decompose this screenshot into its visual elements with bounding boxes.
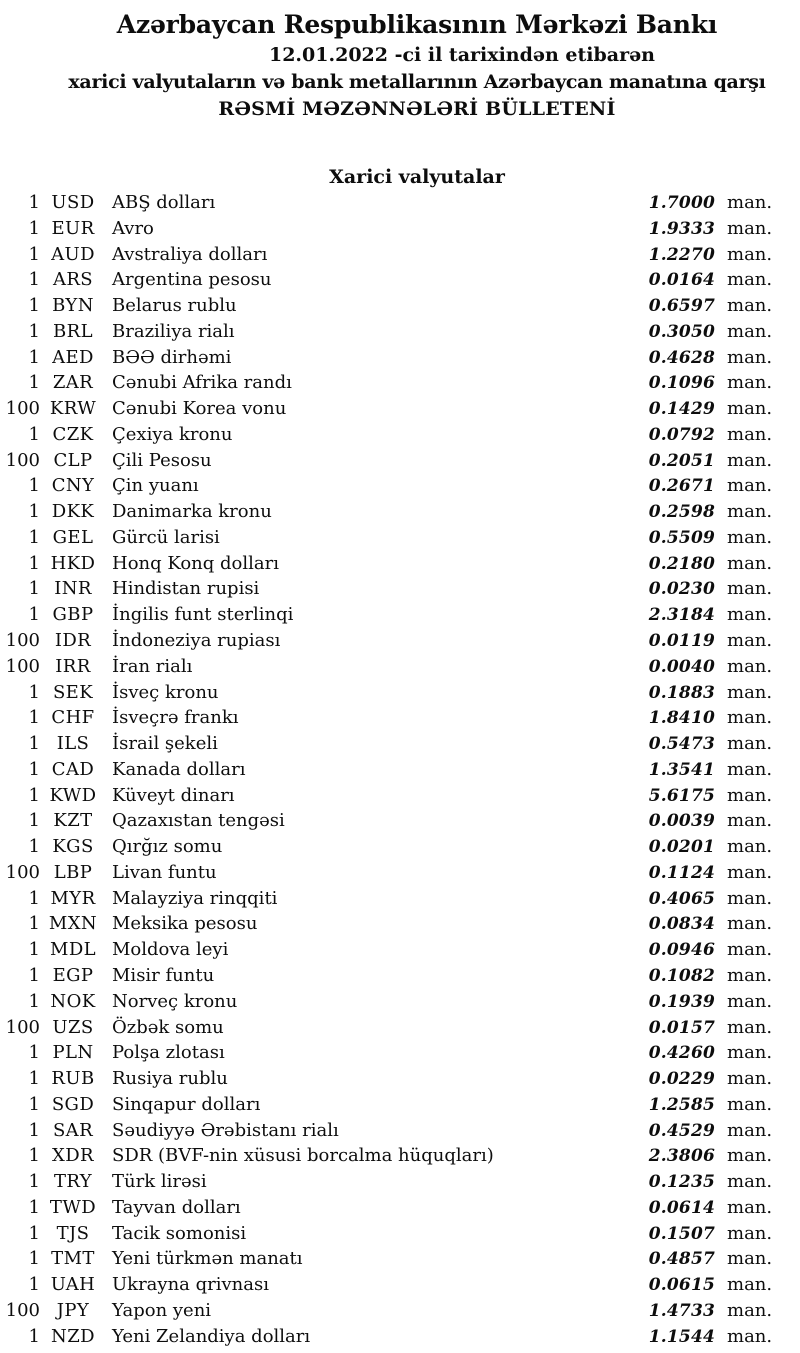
currency-rate: 0.1096 — [648, 373, 715, 394]
currency-name: Yeni türkmən manatı — [112, 1248, 303, 1270]
currency-code: CAD — [51, 758, 95, 780]
currency-quantity: 1 — [28, 217, 40, 239]
currency-rate: 2.3806 — [648, 1146, 715, 1167]
currency-name: İsrail şekeli — [112, 733, 218, 755]
currency-name: İran rialı — [112, 655, 193, 677]
currency-quantity: 100 — [5, 398, 40, 420]
currency-row — [0, 834, 800, 860]
currency-code: CNY — [51, 475, 95, 497]
currency-row — [0, 886, 800, 912]
currency-quantity: 1 — [28, 1042, 40, 1064]
currency-unit-label: man. — [727, 758, 773, 780]
currency-unit-label: man. — [727, 1093, 773, 1115]
currency-quantity: 1 — [28, 707, 40, 729]
currency-rate: 2.3184 — [648, 605, 715, 626]
currency-unit-label: man. — [727, 578, 773, 600]
currency-rate: 0.1235 — [648, 1172, 715, 1193]
currency-rate: 0.1883 — [648, 682, 715, 703]
currency-name: Türk lirəsi — [112, 1171, 207, 1193]
currency-name: Tacik somonisi — [112, 1222, 247, 1244]
currency-quantity: 1 — [28, 243, 40, 265]
currency-row — [0, 267, 800, 293]
currency-quantity: 1 — [28, 552, 40, 574]
currency-rate: 0.0792 — [648, 424, 715, 445]
currency-quantity: 1 — [28, 475, 40, 497]
currency-name: Avro — [112, 217, 154, 239]
currency-name: Cənubi Afrika randı — [112, 372, 292, 394]
currency-row — [0, 448, 800, 474]
currency-unit-label: man. — [727, 1145, 773, 1167]
currency-row — [0, 654, 800, 680]
currency-quantity: 100 — [5, 1299, 40, 1321]
currency-row — [0, 473, 800, 499]
currency-unit-label: man. — [727, 681, 773, 703]
currency-row — [0, 1015, 800, 1041]
currency-name: Çili Pesosu — [112, 449, 212, 471]
currency-rate: 0.1429 — [648, 399, 715, 420]
currency-code: AUD — [51, 243, 95, 265]
currency-unit-label: man. — [727, 1325, 773, 1347]
currency-name: İsveçrə frankı — [112, 707, 239, 729]
bulletin-header — [0, 0, 800, 122]
currency-row — [0, 937, 800, 963]
currency-unit-label: man. — [727, 836, 773, 858]
currency-rate: 1.4733 — [648, 1300, 715, 1321]
currency-rate: 0.0834 — [648, 914, 715, 935]
currency-rate: 0.0164 — [648, 270, 715, 291]
currency-unit-label: man. — [727, 346, 773, 368]
currency-row — [0, 190, 800, 216]
currency-name: Yeni Zelandiya dolları — [112, 1325, 311, 1347]
currency-rate: 0.3050 — [648, 321, 715, 342]
currency-unit-label: man. — [727, 655, 773, 677]
currency-row — [0, 293, 800, 319]
currency-name: İsveç kronu — [112, 681, 219, 703]
currency-unit-label: man. — [727, 501, 773, 523]
currency-quantity: 1 — [28, 1093, 40, 1115]
currency-code: TJS — [56, 1222, 90, 1244]
currency-code: NZD — [51, 1325, 95, 1347]
currency-quantity: 1 — [28, 1171, 40, 1193]
currency-row — [0, 499, 800, 525]
currency-unit-label: man. — [727, 1299, 773, 1321]
currency-rate: 0.1507 — [648, 1223, 715, 1244]
currency-quantity: 1 — [28, 1145, 40, 1167]
currency-code: UZS — [52, 1016, 94, 1038]
currency-row — [0, 1118, 800, 1144]
currency-code: IRR — [55, 655, 91, 677]
currency-quantity: 1 — [28, 758, 40, 780]
currency-name: Malayziya rinqqiti — [112, 887, 278, 909]
currency-code: BRL — [53, 320, 93, 342]
currency-row — [0, 705, 800, 731]
currency-unit-label: man. — [727, 475, 773, 497]
currency-name: Hindistan rupisi — [112, 578, 260, 600]
currency-name: BƏƏ dirhəmi — [112, 346, 232, 368]
currency-quantity: 1 — [28, 269, 40, 291]
currency-unit-label: man. — [727, 552, 773, 574]
currency-quantity: 1 — [28, 526, 40, 548]
currency-name: Argentina pesosu — [112, 269, 272, 291]
currency-rate: 1.7000 — [648, 193, 715, 213]
currency-quantity: 1 — [28, 578, 40, 600]
currency-name: ABŞ dolları — [112, 192, 216, 213]
currency-quantity: 100 — [5, 449, 40, 471]
currency-quantity: 1 — [28, 836, 40, 858]
currency-rate: 0.0230 — [648, 579, 715, 600]
currency-row — [0, 370, 800, 396]
currency-rate: 0.2180 — [648, 553, 715, 574]
currency-unit-label: man. — [727, 990, 773, 1012]
currency-quantity: 1 — [28, 1325, 40, 1347]
currency-quantity: 1 — [28, 733, 40, 755]
currency-code: USD — [51, 192, 95, 213]
currency-unit-label: man. — [727, 1119, 773, 1141]
section-title-foreign-currencies: Xarici valyutalar — [329, 166, 505, 188]
currency-name: Özbək somu — [112, 1016, 224, 1038]
currency-code: SEK — [52, 681, 94, 703]
currency-code: JPY — [56, 1299, 90, 1321]
currency-rate: 0.4857 — [648, 1249, 715, 1270]
currency-row — [0, 1066, 800, 1092]
currency-rate: 0.2598 — [648, 502, 715, 523]
currency-name: Qırğız somu — [112, 836, 223, 858]
currency-row — [0, 1169, 800, 1195]
currency-name: Qazaxıstan tengəsi — [112, 810, 285, 832]
currency-name: Belarus rublu — [112, 295, 237, 317]
currency-code: SGD — [51, 1093, 95, 1115]
currency-quantity: 1 — [28, 887, 40, 909]
currency-row — [0, 680, 800, 706]
currency-code: KGS — [52, 836, 94, 858]
currency-name: Misir funtu — [112, 964, 215, 986]
currency-code: IDR — [54, 630, 92, 652]
currency-name: Moldova leyi — [112, 939, 229, 961]
currency-name: Cənubi Korea vonu — [112, 398, 287, 420]
currency-row — [0, 731, 800, 757]
currency-unit-label: man. — [727, 217, 773, 239]
currency-unit-label: man. — [727, 1274, 773, 1296]
currency-code: CHF — [51, 707, 95, 729]
currency-unit-label: man. — [727, 423, 773, 445]
currency-row — [0, 551, 800, 577]
currency-row — [0, 242, 800, 268]
currency-quantity: 1 — [28, 501, 40, 523]
currency-code: EGP — [52, 964, 94, 986]
currency-quantity: 1 — [28, 1248, 40, 1270]
currency-name: Sinqapur dolları — [112, 1093, 261, 1115]
currency-row — [0, 1221, 800, 1247]
currency-quantity: 1 — [28, 810, 40, 832]
currency-code: MDL — [49, 939, 96, 961]
currency-rate: 0.0157 — [648, 1017, 715, 1038]
currency-name: Çin yuanı — [112, 475, 199, 497]
currency-row — [0, 783, 800, 809]
currency-rate: 1.2270 — [648, 244, 715, 265]
currency-unit-label: man. — [727, 1196, 773, 1218]
currency-code: TRY — [53, 1171, 93, 1193]
currency-code: PLN — [52, 1042, 94, 1064]
currency-row — [0, 1143, 800, 1169]
currency-quantity: 100 — [5, 1016, 40, 1038]
currency-unit-label: man. — [727, 1068, 773, 1090]
currency-row — [0, 1040, 800, 1066]
currency-unit-label: man. — [727, 526, 773, 548]
currency-code: ILS — [56, 733, 90, 755]
currency-code: INR — [54, 578, 92, 600]
currency-unit-label: man. — [727, 1248, 773, 1270]
currency-row — [0, 396, 800, 422]
bulletin-title: RƏSMİ MƏZƏNNƏLƏRİ BÜLLETENİ — [218, 98, 616, 120]
currency-quantity: 1 — [28, 604, 40, 626]
currency-quantity: 100 — [5, 630, 40, 652]
currency-unit-label: man. — [727, 192, 773, 213]
currency-row — [0, 989, 800, 1015]
currency-quantity: 1 — [28, 423, 40, 445]
currency-rate: 0.4529 — [648, 1120, 715, 1141]
currency-row — [0, 576, 800, 602]
currency-unit-label: man. — [727, 1016, 773, 1038]
currency-rate: 0.4065 — [648, 888, 715, 909]
currency-code: SAR — [52, 1119, 94, 1141]
currency-unit-label: man. — [727, 449, 773, 471]
currency-quantity: 1 — [28, 990, 40, 1012]
subject-line: xarici valyutaların və bank metallarının Azərbaycan manatına qarşı — [68, 71, 766, 93]
currency-name: Honq Konq dolları — [112, 552, 279, 574]
currency-unit-label: man. — [727, 398, 773, 420]
currency-name: Avstraliya dolları — [112, 243, 268, 265]
currency-row — [0, 1092, 800, 1118]
currency-code: UAH — [50, 1274, 96, 1296]
currency-quantity: 1 — [28, 192, 40, 213]
currency-name: Rusiya rublu — [112, 1068, 228, 1090]
currency-name: Braziliya rialı — [112, 320, 235, 342]
currency-code: EUR — [51, 217, 95, 239]
currency-name: Küveyt dinarı — [112, 784, 235, 806]
currency-unit-label: man. — [727, 1222, 773, 1244]
currency-unit-label: man. — [727, 733, 773, 755]
currency-rate: 1.3541 — [648, 759, 715, 780]
effective-date-line: 12.01.2022 -ci il tarixindən etibarən — [268, 44, 655, 66]
currency-code: CLP — [53, 449, 93, 471]
currency-unit-label: man. — [727, 810, 773, 832]
currency-rate: 0.1939 — [648, 991, 715, 1012]
currency-code: BYN — [52, 295, 94, 317]
currency-code: GBP — [52, 604, 94, 626]
currency-quantity: 1 — [28, 295, 40, 317]
currency-quantity: 1 — [28, 964, 40, 986]
currency-code: KWD — [49, 784, 97, 806]
currency-name: Ukrayna qrivnası — [112, 1274, 269, 1296]
currency-name: İngilis funt sterlinqi — [112, 604, 294, 626]
currency-rate: 0.0040 — [648, 656, 715, 677]
currency-code: TMT — [51, 1248, 95, 1270]
currency-rate: 5.6175 — [648, 785, 715, 806]
currency-name: Norveç kronu — [112, 990, 238, 1012]
currency-name: Danimarka kronu — [112, 501, 272, 523]
currency-quantity: 1 — [28, 784, 40, 806]
currency-row — [0, 1195, 800, 1221]
currency-quantity: 100 — [5, 861, 40, 883]
currency-code: LBP — [53, 861, 93, 883]
currency-rate: 0.2671 — [648, 476, 715, 497]
currency-unit-label: man. — [727, 604, 773, 626]
currency-row — [0, 525, 800, 551]
currency-rate: 0.2051 — [648, 450, 715, 471]
currency-name: Gürcü larisi — [112, 526, 220, 548]
currency-row — [0, 628, 800, 654]
currency-rate: 1.1544 — [648, 1326, 715, 1347]
currency-quantity: 1 — [28, 1274, 40, 1296]
currency-rate: 0.0039 — [648, 811, 715, 832]
currency-name: Livan funtu — [112, 861, 217, 883]
currency-rate: 0.6597 — [648, 296, 715, 317]
currency-unit-label: man. — [727, 707, 773, 729]
currency-code: TWD — [49, 1196, 97, 1218]
currency-name: Tayvan dolları — [112, 1196, 241, 1218]
currency-unit-label: man. — [727, 913, 773, 935]
currency-rate: 0.0229 — [648, 1069, 715, 1090]
currency-row — [0, 422, 800, 448]
currency-row — [0, 808, 800, 834]
currency-unit-label: man. — [727, 295, 773, 317]
currency-unit-label: man. — [727, 784, 773, 806]
currency-rate: 0.0946 — [648, 940, 715, 961]
currency-quantity: 1 — [28, 372, 40, 394]
currency-code: RUB — [51, 1068, 95, 1090]
currency-row — [0, 860, 800, 886]
currency-quantity: 1 — [28, 1068, 40, 1090]
currency-row — [0, 319, 800, 345]
currency-unit-label: man. — [727, 243, 773, 265]
currency-code: MXN — [48, 913, 98, 935]
currency-rate: 1.8410 — [648, 708, 715, 729]
currency-name: SDR (BVF-nin xüsusi borcalma hüquqları) — [112, 1145, 494, 1167]
currency-row — [0, 757, 800, 783]
currency-quantity: 1 — [28, 681, 40, 703]
currency-unit-label: man. — [727, 269, 773, 291]
currency-name: Çexiya kronu — [112, 423, 233, 445]
currency-rate: 0.1082 — [648, 965, 715, 986]
currency-name: Meksika pesosu — [112, 913, 258, 935]
currency-row — [0, 1272, 800, 1298]
currency-rate: 0.5473 — [648, 734, 715, 755]
currency-rate: 0.0119 — [648, 631, 715, 652]
currency-quantity: 1 — [28, 1196, 40, 1218]
currency-rate: 0.4628 — [648, 347, 715, 368]
currency-rate: 0.1124 — [648, 862, 715, 883]
currency-name: İndoneziya rupiası — [112, 630, 281, 652]
currency-quantity: 1 — [28, 1222, 40, 1244]
currency-unit-label: man. — [727, 372, 773, 394]
currency-rate: 1.2585 — [648, 1094, 715, 1115]
currency-code: ARS — [52, 269, 94, 291]
currency-name: Kanada dolları — [112, 758, 246, 780]
currency-code: CZK — [52, 423, 94, 445]
currency-name: Səudiyyə Ərəbistanı rialı — [112, 1119, 339, 1141]
currency-code: HKD — [50, 552, 96, 574]
currency-unit-label: man. — [727, 964, 773, 986]
currency-quantity: 1 — [28, 1119, 40, 1141]
currency-row — [0, 1298, 800, 1324]
currency-rate: 0.5509 — [648, 527, 715, 548]
currency-code: MYR — [50, 887, 96, 909]
currency-quantity: 100 — [5, 655, 40, 677]
currency-unit-label: man. — [727, 1042, 773, 1064]
currency-row — [0, 216, 800, 242]
currency-unit-label: man. — [727, 887, 773, 909]
currency-unit-label: man. — [727, 320, 773, 342]
currency-code: XDR — [52, 1145, 94, 1167]
bank-name-title: Azərbaycan Respublikasının Mərkəzi Bankı — [116, 10, 718, 39]
currency-unit-label: man. — [727, 1171, 773, 1193]
currency-code: GEL — [52, 526, 94, 548]
currency-code: AED — [52, 346, 94, 368]
currency-rate: 0.0201 — [648, 837, 715, 858]
currency-quantity: 1 — [28, 913, 40, 935]
currency-code: ZAR — [52, 372, 94, 394]
currency-rate-table — [0, 190, 800, 1349]
currency-unit-label: man. — [727, 939, 773, 961]
currency-row — [0, 345, 800, 371]
currency-row — [0, 963, 800, 989]
currency-unit-label: man. — [727, 630, 773, 652]
currency-quantity: 1 — [28, 939, 40, 961]
currency-row — [0, 911, 800, 937]
currency-rate: 1.9333 — [648, 218, 715, 239]
currency-rate: 0.4260 — [648, 1043, 715, 1064]
currency-row — [0, 602, 800, 628]
currency-rate: 0.0615 — [648, 1275, 715, 1296]
currency-code: NOK — [50, 990, 96, 1012]
currency-code: KZT — [53, 810, 93, 832]
currency-unit-label: man. — [727, 861, 773, 883]
currency-quantity: 1 — [28, 346, 40, 368]
currency-rate: 0.0614 — [648, 1197, 715, 1218]
currency-quantity: 1 — [28, 320, 40, 342]
currency-code: KRW — [49, 398, 97, 420]
currency-row — [0, 1324, 800, 1350]
currency-name: Polşa zlotası — [112, 1042, 225, 1064]
currency-name: Yapon yeni — [112, 1299, 212, 1321]
currency-code: DKK — [51, 501, 95, 523]
currency-row — [0, 1246, 800, 1272]
